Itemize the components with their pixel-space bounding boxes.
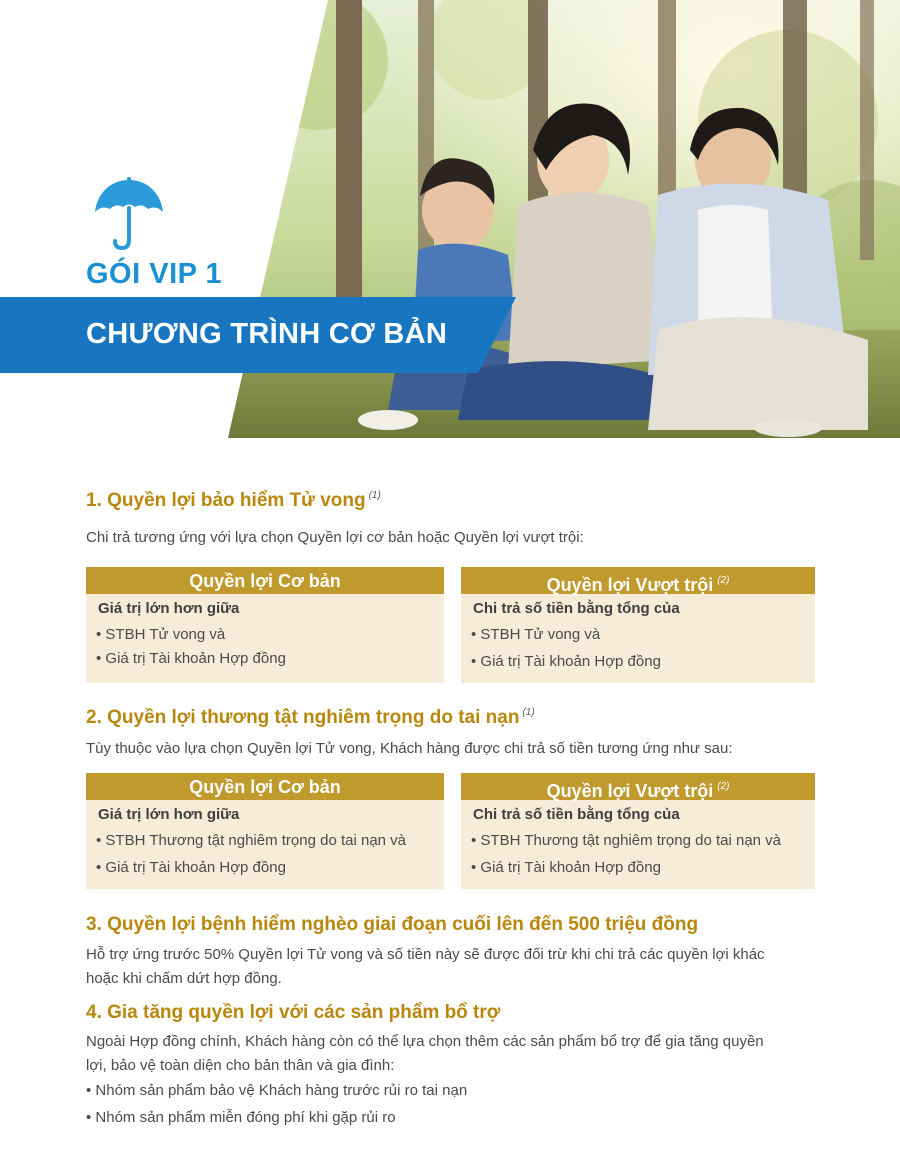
box-subtitle: Chi trả số tiền bằng tổng của [473, 806, 680, 823]
section-4-heading: 4. Gia tăng quyền lợi với các sản phẩm bổ trợ [86, 1002, 501, 1023]
box-item: • STBH Tử vong và [471, 626, 601, 643]
package-title: GÓI VIP 1 [86, 258, 223, 290]
section-1-heading [86, 490, 381, 512]
box-header [461, 567, 815, 594]
benefit-box-basic-2 [86, 773, 444, 889]
list-item: • Nhóm sản phẩm miễn đóng phí khi gặp rủi ro [86, 1109, 396, 1126]
box-item: • Giá trị Tài khoản Hợp đồng [471, 859, 661, 876]
box-subtitle: Giá trị lớn hơn giữa [98, 806, 240, 823]
section-1-note: (1) [368, 490, 381, 501]
box-item: • STBH Tử vong và [96, 626, 226, 643]
section-2-note: (1) [522, 707, 535, 718]
benefit-box-superior-2 [461, 773, 815, 889]
section-1-title: 1. Quyền lợi bảo hiểm Tử vong [86, 490, 366, 511]
paragraph-line: lợi, bảo vệ toàn diện cho bản thân và gia đình: [86, 1057, 395, 1074]
paragraph-line: hoặc khi chấm dứt hợp đồng. [86, 970, 282, 987]
list-item: • Nhóm sản phẩm bảo vệ Khách hàng trước rủi ro tai nạn [86, 1082, 468, 1099]
box-header [86, 567, 444, 594]
box-header-label: Quyền lợi Vượt trội [546, 781, 714, 801]
box-header [461, 773, 815, 800]
benefit-box-basic-1 [86, 567, 444, 683]
box-item: • Giá trị Tài khoản Hợp đồng [471, 653, 661, 670]
box-header-note: (2) [717, 781, 730, 792]
umbrella-icon [92, 176, 166, 252]
box-item: • STBH Thương tật nghiêm trọng do tai nạn và [96, 832, 407, 849]
section-3-paragraph [86, 943, 826, 991]
section-2-title: 2. Quyền lợi thương tật nghiêm trọng do tai nạn [86, 707, 520, 728]
box-header [86, 773, 444, 800]
section-2-intro: Tùy thuộc vào lựa chọn Quyền lợi Tử vong, Khách hàng được chi trả số tiền tương ứng như sau: [86, 740, 733, 757]
paragraph-line: Hỗ trợ ứng trước 50% Quyền lợi Tử vong và số tiền này sẽ được đối trừ khi chi trả các quyền lợi khác [86, 946, 765, 963]
box-header-label: Quyền lợi Vượt trội [546, 575, 714, 595]
section-4-paragraph [86, 1030, 826, 1078]
box-header-label: Quyền lợi Cơ bản [189, 571, 341, 591]
box-header-note: (2) [717, 575, 730, 586]
box-item: • Giá trị Tài khoản Hợp đồng [96, 859, 286, 876]
benefit-box-superior-1 [461, 567, 815, 683]
box-subtitle: Giá trị lớn hơn giữa [98, 600, 240, 617]
section-2-heading [86, 707, 535, 729]
box-subtitle: Chi trả số tiền bằng tổng của [473, 600, 680, 617]
box-item: • STBH Thương tật nghiêm trọng do tai nạn và [471, 832, 782, 849]
box-header-label: Quyền lợi Cơ bản [189, 777, 341, 797]
program-banner-text: CHƯƠNG TRÌNH CƠ BẢN [86, 318, 448, 350]
section-3-heading: 3. Quyền lợi bệnh hiểm nghèo giai đoạn cuối lên đến 500 triệu đồng [86, 914, 699, 935]
section-1-intro: Chi trả tương ứng với lựa chọn Quyền lợi cơ bản hoặc Quyền lợi vượt trội: [86, 529, 584, 546]
box-item: • Giá trị Tài khoản Hợp đồng [96, 650, 286, 667]
paragraph-line: Ngoài Hợp đồng chính, Khách hàng còn có thể lựa chọn thêm các sản phẩm bổ trợ để gia tăng quyền [86, 1033, 764, 1050]
